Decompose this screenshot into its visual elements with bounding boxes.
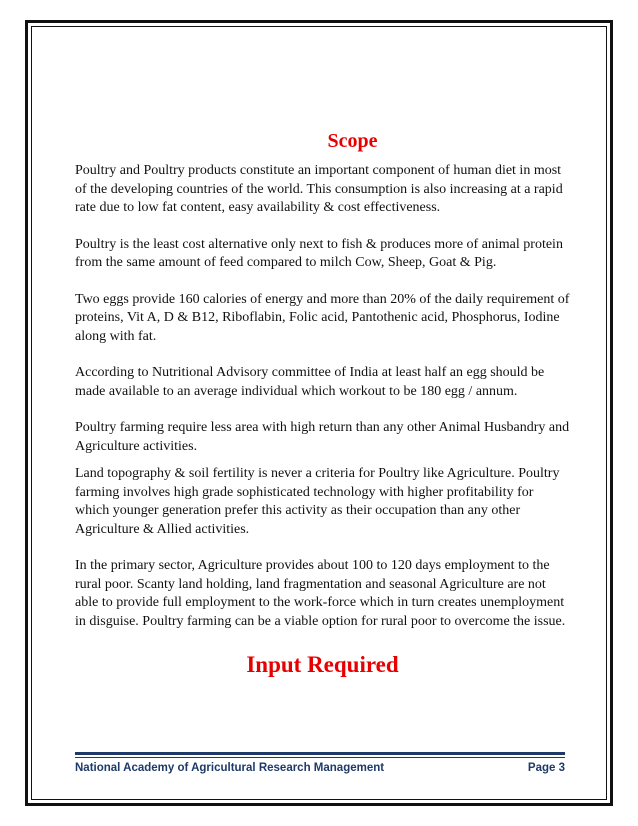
footer-page-number: Page 3 [527, 762, 565, 774]
footer-divider-thin [75, 757, 565, 758]
paragraph-6: Land topography & soil fertility is never a criteria for Poultry like Agriculture. Poultry farming involves high grade sophisticated technology with higher profitability for which younger generation prefer this activity as their occupation than any other Agriculture & Allied activities. [75, 466, 560, 537]
paragraph-5: Poultry farming require less area with high return than any other Animal Husbandry and Agriculture activities. [75, 420, 570, 454]
paragraph-3: Two eggs provide 160 calories of energy and more than 20% of the daily requirement of proteins, Vit A, D & B12, Riboflabin, Folic acid, Pantothenic acid, Phosphorus, Iodine along with fat. [75, 291, 570, 344]
page-content [75, 126, 570, 681]
paragraph-1: Poultry and Poultry products constitute an important component of human diet in most of the developing countries of the world. This consumption is also increasing at a rapid rate due to low fat content, easy availability & cost effectiveness. [75, 163, 563, 215]
paragraph-4: According to Nutritional Advisory committee of India at least half an egg should be made available to an average individual which workout to be 180 egg / annum. [75, 365, 545, 399]
footer-organization: National Academy of Agricultural Research Management [75, 762, 385, 774]
paragraph-7: In the primary sector, Agriculture provides about 100 to 120 days employment to the rural poor. Scanty land holding, land fragmentation and seasonal Agriculture are not able to provide full employment to the work-force which in turn creates unemployment in disguise. Poultry farming can be a viable option for rural poor to overcome the issue. [75, 558, 566, 629]
paragraph-2: Poultry is the least cost alternative only next to fish & produces more of animal protein from the same amount of feed compared to milch Cow, Sheep, Goat & Pig. [75, 236, 563, 270]
input-required-heading: Input Required [246, 652, 399, 677]
scope-heading: Scope [327, 130, 378, 152]
page-footer [75, 762, 565, 774]
footer-divider-thick [75, 752, 565, 755]
